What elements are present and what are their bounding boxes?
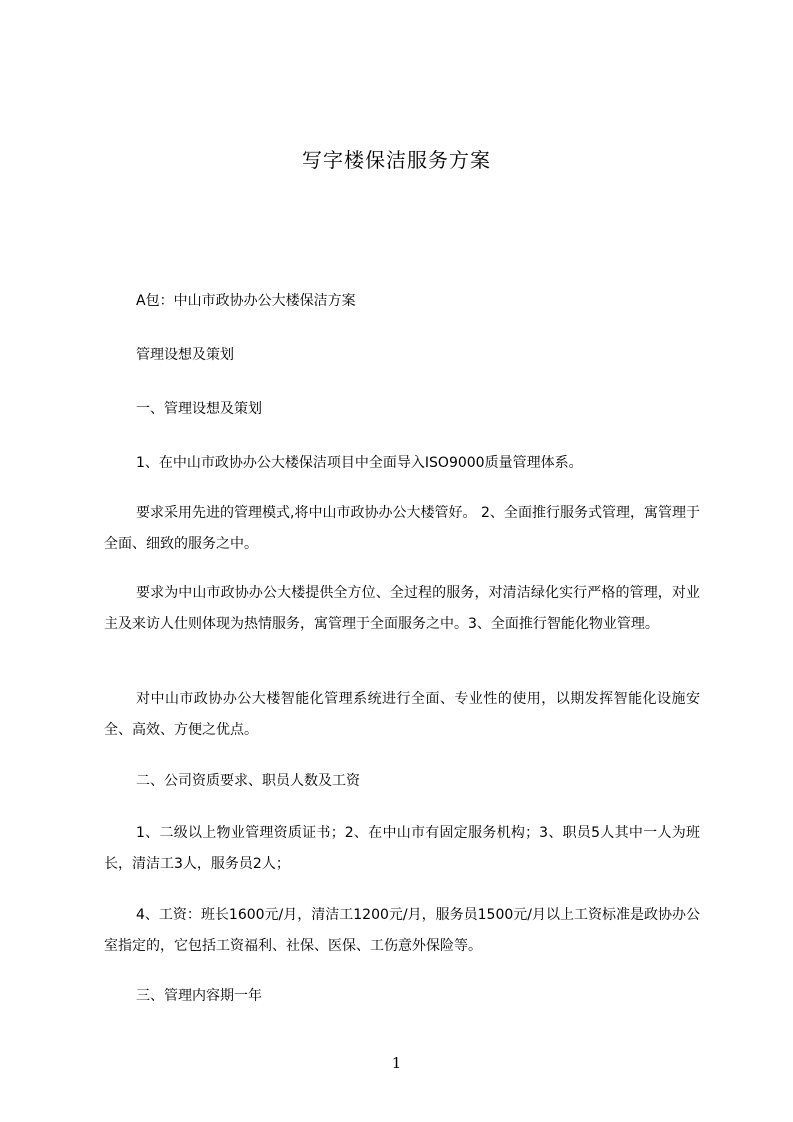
heading-company-requirements: 二、公司资质要求、职员人数及工资: [136, 773, 360, 789]
section-label: 管理设想及策划: [136, 347, 234, 363]
paragraph-service-scope: 要求为中山市政协办公大楼提供全方位、全过程的服务，对清洁绿化实行严格的管理，对业主及来访人仕则体现为热情服务，寓管理于全面服务之中。3、全面推行智能化物业管理。: [104, 585, 700, 632]
heading-management-plan: 一、管理设想及策划: [136, 401, 262, 417]
paragraph-wages: 4、工资：班长1600元/月，清洁工1200元/月，服务员1500元/月以上工资标准是政协办公室指定的，它包括工资福利、社保、医保、工伤意外保险等。: [104, 907, 700, 954]
heading-management-term: 三、管理内容期一年: [136, 988, 262, 1004]
document-title: 写字楼保洁服务方案: [302, 148, 491, 172]
package-heading: A包：中山市政协办公大楼保洁方案: [136, 293, 356, 309]
page-number: 1: [391, 1054, 402, 1072]
item-iso9000: 1、在中山市政协办公大楼保洁项目中全面导入ISO9000质量管理体系。: [136, 455, 583, 471]
paragraph-management-mode: 要求采用先进的管理模式,将中山市政协办公大楼管好。 2、全面推行服务式管理，寓管理于全面、细致的服务之中。: [104, 505, 700, 552]
paragraph-qualifications: 1、二级以上物业管理资质证书；2、在中山市有固定服务机构；3、职员5人其中一人为班长，清洁工3人，服务员2人；: [104, 825, 700, 872]
paragraph-intelligent-system: 对中山市政协办公大楼智能化管理系统进行全面、专业性的使用，以期发挥智能化设施安全、高效、方便之优点。: [104, 691, 700, 738]
